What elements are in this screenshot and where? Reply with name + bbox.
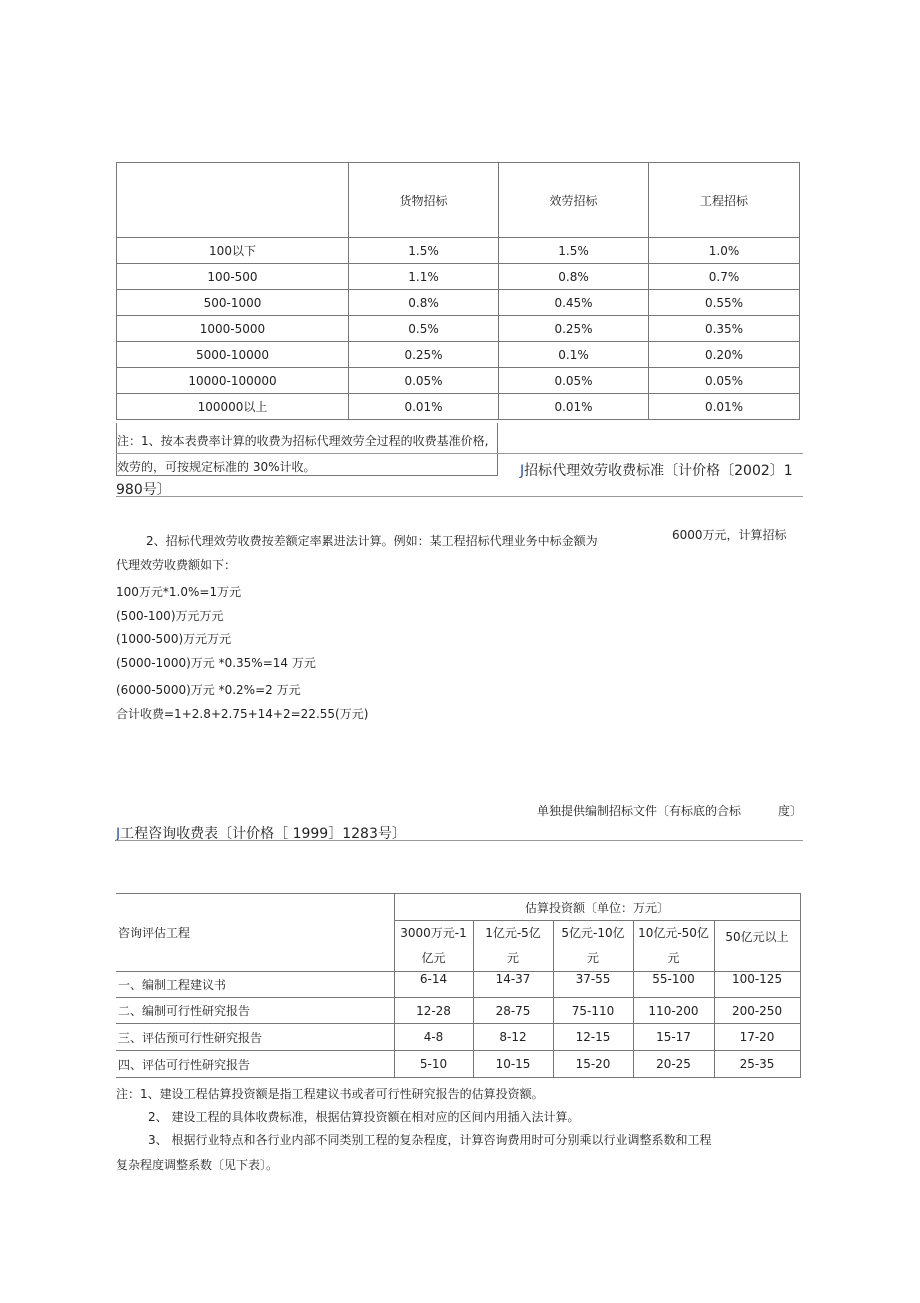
table-cell: 0.55% — [649, 290, 800, 316]
column-header: 3000万元-1 亿元 — [394, 921, 473, 972]
note2-line: 注：1、建设工程估算投资额是指工程建议书或者可行性研究报告的估算投资额。 — [116, 1087, 544, 1101]
table-cell: 17-20 — [714, 1024, 800, 1051]
heading-marker: J — [116, 826, 121, 842]
fee-table-header-cell: 货物招标 — [349, 163, 499, 238]
group-header: 估算投资额〔单位：万元〕 — [394, 894, 800, 921]
table-row — [116, 1051, 800, 1078]
table-row — [116, 1024, 800, 1051]
table-cell: 55-100 — [633, 972, 714, 998]
fee-table-header-cell: 工程招标 — [649, 163, 800, 238]
table-cell: 0.45% — [499, 290, 649, 316]
calc-line: 100万元*1.0%=1万元 — [116, 585, 242, 599]
note2-line: 复杂程度调整系数〔见下表〕。 — [116, 1158, 279, 1172]
separate-note-tail: 度〕 — [778, 804, 803, 818]
para2-right: 6000万元，计算招标 — [672, 528, 787, 542]
row-label: 三、评估预可行性研究报告 — [116, 1024, 394, 1051]
fee-table-header-row — [117, 163, 800, 238]
table-cell: 1000-5000 — [117, 316, 349, 342]
table-row — [117, 238, 800, 264]
table-row — [117, 394, 800, 420]
table-cell: 1.5% — [499, 238, 649, 264]
table-cell: 10-15 — [473, 1051, 553, 1078]
table-cell: 0.25% — [499, 316, 649, 342]
table-cell: 0.05% — [649, 368, 800, 394]
table-cell: 0.05% — [499, 368, 649, 394]
calc-line: (1000-500)万元万元 — [116, 632, 232, 646]
table-cell: 0.1% — [499, 342, 649, 368]
table-row — [117, 290, 800, 316]
table-row — [116, 972, 800, 998]
note-line-1: 注：1、按本表费率计算的收费为招标代理效劳全过程的收费基准价格, — [117, 434, 489, 448]
table-cell: 20-25 — [633, 1051, 714, 1078]
column-header: 5亿元-10亿 元 — [553, 921, 633, 972]
row-label: 四、评估可行性研究报告 — [116, 1051, 394, 1078]
table-cell: 10000-100000 — [117, 368, 349, 394]
table-cell: 5-10 — [394, 1051, 473, 1078]
table-cell: 0.20% — [649, 342, 800, 368]
para2-line1: 2、招标代理效劳收费按差额定率累进法计算。例如：某工程招标代理业务中标金额为 — [146, 534, 598, 548]
table-cell: 12-28 — [394, 998, 473, 1024]
table-cell: 0.01% — [499, 394, 649, 420]
table-row — [116, 998, 800, 1024]
table-cell: 100000以上 — [117, 394, 349, 420]
column-header: 10亿元-50亿 元 — [633, 921, 714, 972]
calc-line: (6000-5000)万元 *0.2%=2 万元 — [116, 683, 301, 697]
table-cell: 0.05% — [349, 368, 499, 394]
fee-table-header-cell: 效劳招标 — [499, 163, 649, 238]
table-cell: 100-500 — [117, 264, 349, 290]
note2-line: 2、 建设工程的具体收费标准，根据估算投资额在相对应的区间内用插入法计算。 — [148, 1110, 580, 1124]
table-cell: 14-37 — [473, 972, 553, 998]
corner-label: 咨询评估工程 — [116, 894, 394, 972]
table-cell: 0.7% — [649, 264, 800, 290]
table-cell: 15-20 — [553, 1051, 633, 1078]
heading-text: 工程咨询收费表〔计价格［ 1999］1283号〕 — [120, 826, 406, 842]
column-header: 50亿元以上 — [714, 921, 800, 972]
table-cell: 0.01% — [649, 394, 800, 420]
row-label: 一、编制工程建议书 — [116, 972, 394, 998]
table-cell: 0.8% — [499, 264, 649, 290]
heading-fee-standard — [520, 460, 793, 480]
table-cell: 12-15 — [553, 1024, 633, 1051]
fee-rate-table — [116, 162, 800, 420]
heading-text: 招标代理效劳收费标准〔计价格〔2002〕1 — [524, 463, 793, 479]
table-cell: 0.01% — [349, 394, 499, 420]
table-cell: 1.0% — [649, 238, 800, 264]
table-cell: 5000-10000 — [117, 342, 349, 368]
table-row — [117, 316, 800, 342]
table-cell: 1.1% — [349, 264, 499, 290]
table-cell: 75-110 — [553, 998, 633, 1024]
table-cell: 8-12 — [473, 1024, 553, 1051]
table-cell: 1.5% — [349, 238, 499, 264]
calc-line: (5000-1000)万元 *0.35%=14 万元 — [116, 656, 316, 670]
table-header-row — [116, 894, 800, 921]
table-cell: 0.35% — [649, 316, 800, 342]
fee-table-header-cell — [117, 163, 349, 238]
table-cell: 200-250 — [714, 998, 800, 1024]
table-row — [117, 264, 800, 290]
table-cell: 0.5% — [349, 316, 499, 342]
table-cell: 0.8% — [349, 290, 499, 316]
para2-line2: 代理效劳收费额如下： — [116, 558, 237, 572]
table-cell: 100-125 — [714, 972, 800, 998]
table-cell: 25-35 — [714, 1051, 800, 1078]
calc-line: (500-100)万元万元 — [116, 609, 224, 623]
table-row — [117, 368, 800, 394]
table-cell: 500-1000 — [117, 290, 349, 316]
heading-fee-standard-cont: 980号〕 — [116, 482, 171, 498]
note-line-2: 效劳的，可按规定标准的 30%计收。 — [117, 460, 316, 474]
column-header: 1亿元-5亿 元 — [473, 921, 553, 972]
table-cell: 0.25% — [349, 342, 499, 368]
table-cell: 15-17 — [633, 1024, 714, 1051]
table-cell: 110-200 — [633, 998, 714, 1024]
heading-marker: J — [520, 463, 525, 479]
separate-note: 单独提供编制招标文件〔有标底的合标 — [537, 804, 742, 818]
table-cell: 6-14 — [394, 972, 473, 998]
table-cell: 28-75 — [473, 998, 553, 1024]
table-cell: 37-55 — [553, 972, 633, 998]
note2-line: 3、 根据行业特点和各行业内部不同类别工程的复杂程度，计算咨询费用时可分别乘以行业调整系数和工程 — [148, 1133, 712, 1147]
consult-fee-table — [116, 893, 801, 1078]
row-label: 二、编制可行性研究报告 — [116, 998, 394, 1024]
table-cell: 100以下 — [117, 238, 349, 264]
table-cell: 4-8 — [394, 1024, 473, 1051]
table-row — [117, 342, 800, 368]
calc-total: 合计收费=1+2.8+2.75+14+2=22.55(万元) — [116, 707, 369, 721]
